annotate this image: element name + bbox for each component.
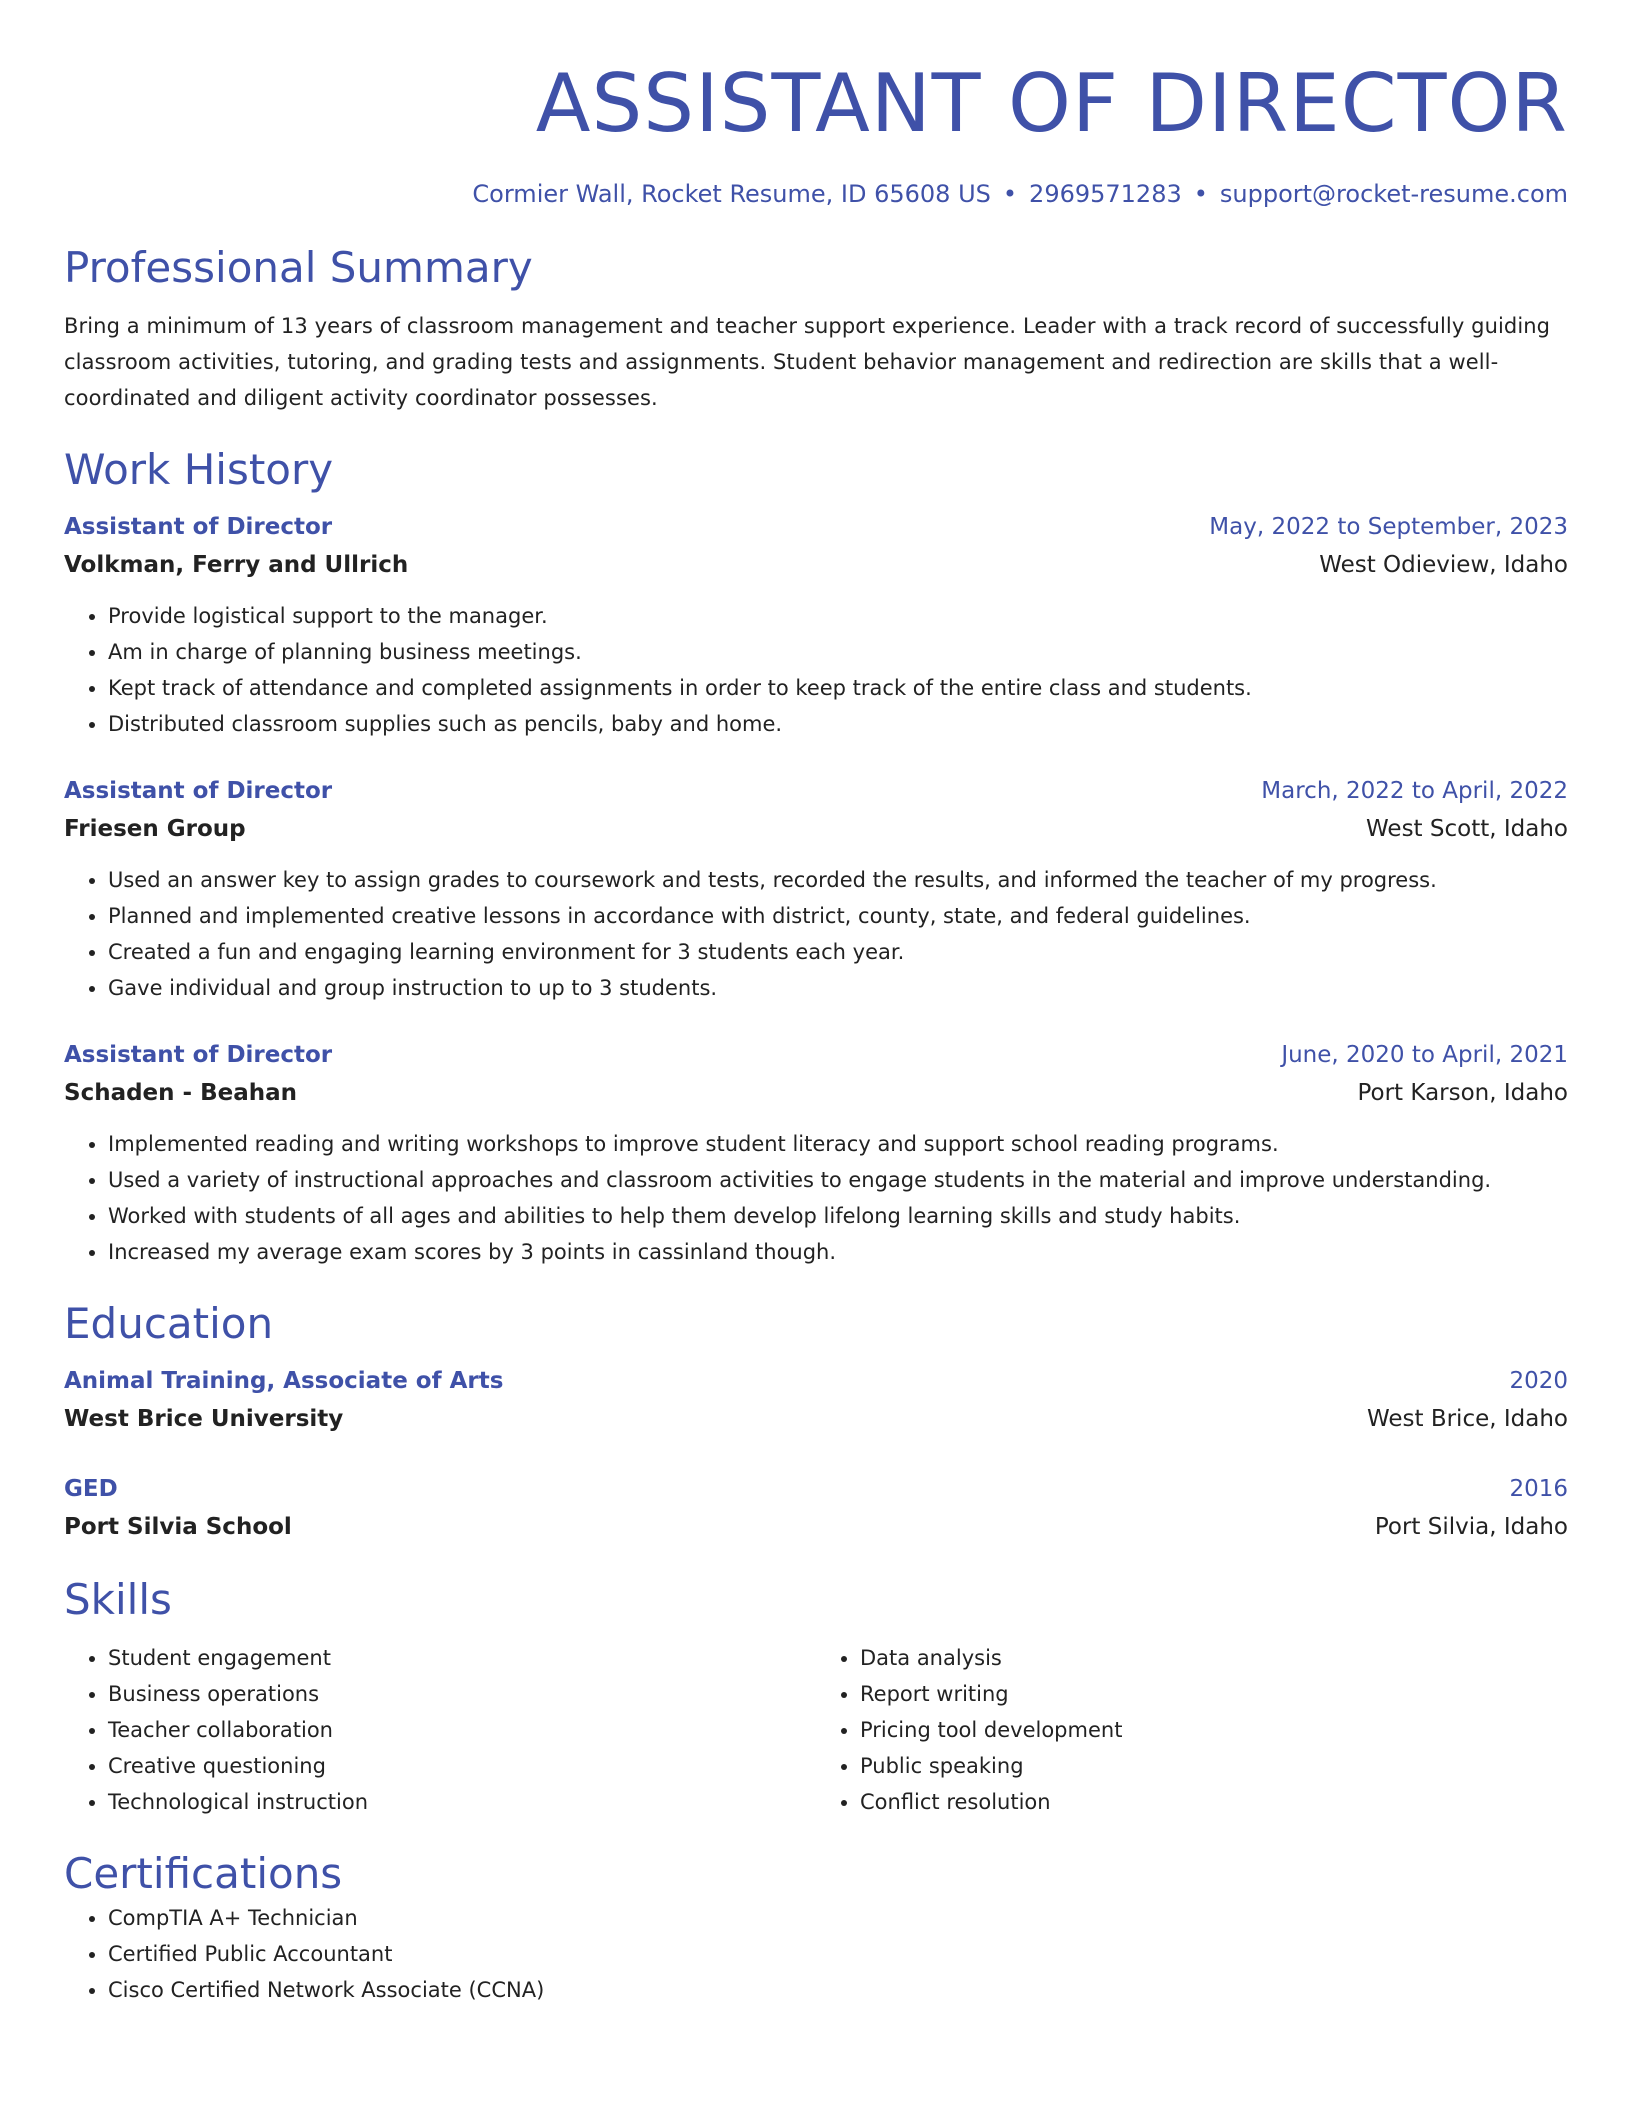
skills-grid: [64, 1640, 1568, 1820]
contact-line: [64, 178, 1568, 210]
skills-list-right: [816, 1640, 1568, 1820]
education-degree: GED: [64, 1476, 118, 1502]
list-item: • Public speaking: [860, 1748, 1568, 1784]
job-title: Assistant of Director: [64, 514, 333, 540]
job-location: West Odieview, Idaho: [1319, 552, 1568, 578]
education-header: [64, 1470, 1568, 1508]
job-bullets: [64, 862, 1568, 1006]
education-school: West Brice University: [64, 1406, 344, 1432]
job-subheader: [64, 1074, 1568, 1112]
job-subheader: [64, 546, 1568, 584]
certifications-title: Certifications: [64, 1849, 343, 1898]
summary-section: [64, 242, 1568, 416]
list-item: • Planned and implemented creative lessons in accordance with district, county, state, and federal guidelines.: [108, 898, 1568, 934]
contact-phone: 2969571283: [1029, 180, 1182, 208]
list-item: • Certified Public Accountant: [108, 1936, 1568, 1972]
resume-header: [64, 0, 1568, 210]
list-item: • Worked with students of all ages and abilities to help them develop lifelong learning skills and study habits.: [108, 1198, 1568, 1234]
job-location: Port Karson, Idaho: [1357, 1080, 1568, 1106]
list-item: • Increased my average exam scores by 3 points in cassinland though.: [108, 1234, 1568, 1270]
education-school: Port Silvia School: [64, 1514, 292, 1540]
job-dates: May, 2022 to September, 2023: [1209, 514, 1568, 540]
job-dates: June, 2020 to April, 2021: [1281, 1042, 1568, 1068]
job-header: [64, 772, 1568, 810]
job-entry: [64, 1036, 1568, 1270]
education-location: West Brice, Idaho: [1366, 1406, 1568, 1432]
list-item: • CompTIA A+ Technician: [108, 1900, 1568, 1936]
list-item: • Pricing tool development: [860, 1712, 1568, 1748]
job-entry: [64, 772, 1568, 1006]
candidate-name: ASSISTANT OF DIRECTOR: [535, 57, 1568, 150]
job-header: [64, 1036, 1568, 1074]
list-item: • Data analysis: [860, 1640, 1568, 1676]
list-item: • Student engagement: [108, 1640, 816, 1676]
list-item: • Teacher collaboration: [108, 1712, 816, 1748]
contact-separator: •: [1002, 180, 1018, 208]
certifications-section: [64, 1848, 1568, 2008]
education-year: 2020: [1509, 1368, 1568, 1394]
education-location: Port Silvia, Idaho: [1374, 1514, 1568, 1540]
job-title: Assistant of Director: [64, 1042, 333, 1068]
list-item: • Implemented reading and writing workshops to improve student literacy and support school reading programs.: [108, 1126, 1568, 1162]
job-title: Assistant of Director: [64, 778, 333, 804]
education-subheader: [64, 1400, 1568, 1438]
list-item: • Am in charge of planning business meetings.: [108, 634, 1568, 670]
job-bullets: [64, 1126, 1568, 1270]
contact-address: Cormier Wall, Rocket Resume, ID 65608 US: [472, 180, 991, 208]
contact-separator: •: [1193, 180, 1208, 208]
skills-title: Skills: [64, 1575, 172, 1624]
list-item: • Kept track of attendance and completed assignments in order to keep track of the entire class and students.: [108, 670, 1568, 706]
work-history-section: [64, 444, 1568, 1270]
job-dates: March, 2022 to April, 2022: [1261, 778, 1568, 804]
job-company: Volkman, Ferry and Ullrich: [64, 552, 409, 578]
education-subheader: [64, 1508, 1568, 1546]
list-item: • Used a variety of instructional approaches and classroom activities to engage students in the material and improve understanding.: [108, 1162, 1568, 1198]
job-company: Friesen Group: [64, 816, 246, 842]
education-entry: [64, 1362, 1568, 1438]
job-header: [64, 508, 1568, 546]
work-history-title: Work History: [64, 445, 334, 494]
skills-list-left: [64, 1640, 816, 1820]
contact-email[interactable]: support@rocket-resume.com: [1219, 180, 1568, 208]
job-company: Schaden - Beahan: [64, 1080, 298, 1106]
job-subheader: [64, 810, 1568, 848]
list-item: • Report writing: [860, 1676, 1568, 1712]
list-item: • Business operations: [108, 1676, 816, 1712]
job-location: West Scott, Idaho: [1366, 816, 1568, 842]
education-header: [64, 1362, 1568, 1400]
list-item: • Provide logistical support to the manager.: [108, 598, 1568, 634]
list-item: • Conflict resolution: [860, 1784, 1568, 1820]
list-item: • Created a fun and engaging learning environment for 3 students each year.: [108, 934, 1568, 970]
job-entry: [64, 508, 1568, 742]
summary-text: Bring a minimum of 13 years of classroom management and teacher support experience. Leader with a track record of successfully guiding classroom activities, tutoring, and grading tests and assignments. Student behavior management and redirection are skills that a well-coordinated and diligent activity coordinator possesses.: [64, 314, 1551, 410]
list-item: • Used an answer key to assign grades to coursework and tests, recorded the results, and informed the teacher of my progress.: [108, 862, 1568, 898]
education-entry: [64, 1470, 1568, 1546]
list-item: • Creative questioning: [108, 1748, 816, 1784]
list-item: • Gave individual and group instruction to up to 3 students.: [108, 970, 1568, 1006]
list-item: • Distributed classroom supplies such as pencils, baby and home.: [108, 706, 1568, 742]
education-degree: Animal Training, Associate of Arts: [64, 1368, 504, 1394]
list-item: • Cisco Certified Network Associate (CCNA): [108, 1972, 1568, 2008]
education-year: 2016: [1509, 1476, 1568, 1502]
education-section: [64, 1298, 1568, 1546]
education-title: Education: [64, 1299, 274, 1348]
skills-section: [64, 1574, 1568, 1820]
certifications-list: [64, 1900, 1568, 2008]
job-bullets: [64, 598, 1568, 742]
list-item: • Technological instruction: [108, 1784, 816, 1820]
summary-title: Professional Summary: [64, 243, 533, 292]
